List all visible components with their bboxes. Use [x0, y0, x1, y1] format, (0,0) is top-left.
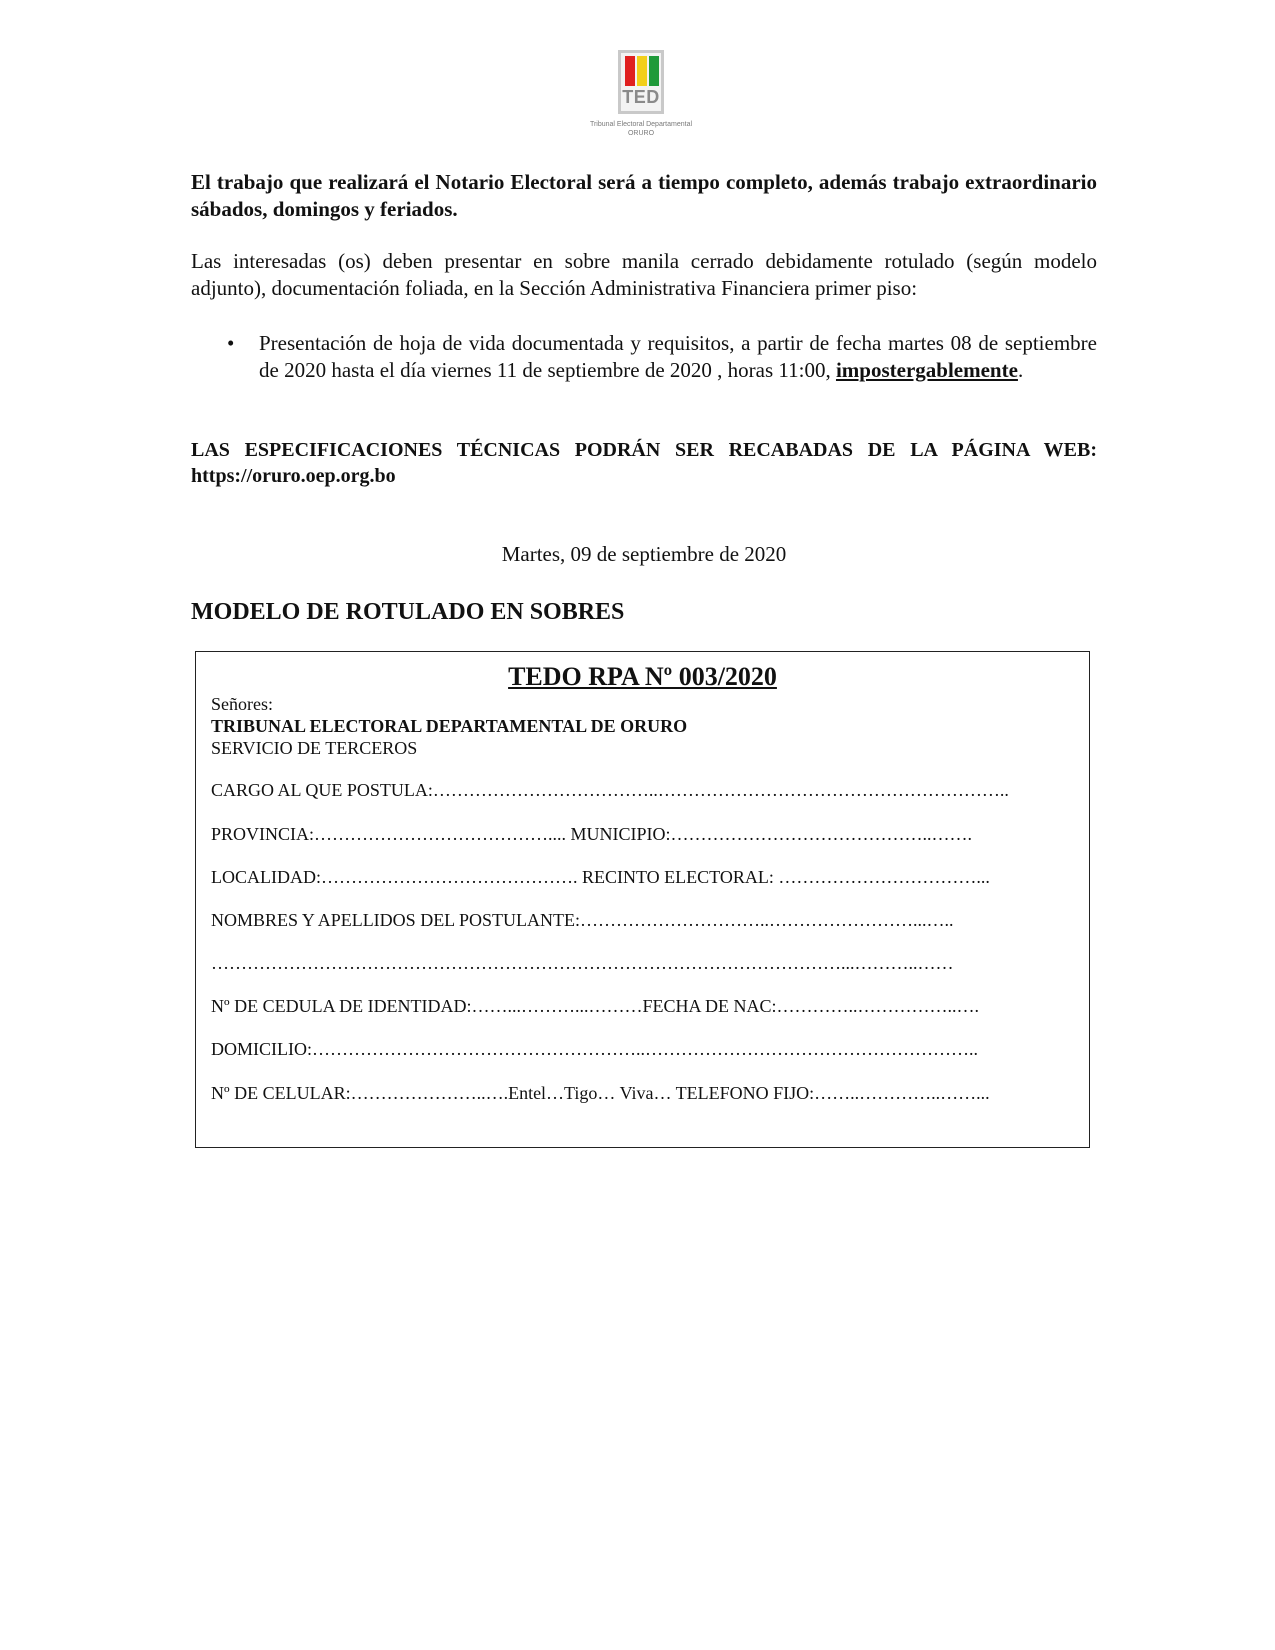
institution-name: TRIBUNAL ELECTORAL DEPARTAMENTAL DE ORURO: [211, 716, 688, 736]
service-name: SERVICIO DE TERCEROS: [211, 738, 418, 758]
section-heading: MODELO DE ROTULADO EN SOBRES: [191, 599, 625, 625]
ted-logo: [586, 48, 696, 144]
bullet-main-text: Presentación de hoja de vida documentada y requisitos, a partir de fecha martes 08 de septiembre de 2020 hasta el día viernes 11 de septiembre de 2020 , horas 11:00,: [259, 331, 1097, 382]
nombres-field: NOMBRES Y APELLIDOS DEL POSTULANTE:…………………………..……………………...…..: [211, 910, 954, 930]
provincia-municipio-field: PROVINCIA:………………………………….... MUNICIPIO:……………………………………..…….: [211, 824, 973, 844]
logo-red-bar: [625, 56, 635, 86]
cedula-fecha-field: Nº DE CEDULA DE IDENTIDAD:……...………...………FECHA DE NAC:…………..……………..….: [211, 996, 980, 1016]
celular-telefono-field: Nº DE CELULAR:…………………..….Entel…Tigo… Viva… TELEFONO FIJO:……..…………..……...: [211, 1083, 990, 1103]
form-title-text: TEDO RPA Nº 003/2020: [508, 662, 777, 691]
logo-subtitle-line1: Tribunal Electoral Departamental: [589, 121, 693, 128]
bullet-text: [259, 330, 1097, 384]
nombres-continuation-line: ……………………………………………………………………………………………...………..……: [211, 953, 954, 973]
localidad-recinto-field: LOCALIDAD:……………………………………. RECINTO ELECTORAL: ……………………………...: [211, 867, 990, 887]
bullet-emphasis: impostergablemente: [835, 358, 1018, 382]
logo-green-bar: [649, 56, 659, 86]
logo-acronym: TED: [622, 87, 660, 107]
envelope-label-model: [195, 651, 1090, 1148]
specifications-notice: LAS ESPECIFICACIONES TÉCNICAS PODRÁN SER RECABADAS DE LA PÁGINA WEB: https://oruro.oep.org.bo: [191, 439, 1097, 487]
work-schedule-paragraph: El trabajo que realizará el Notario Electoral será a tiempo completo, además trabajo extraordinario sábados, domingos y feriados.: [191, 170, 1097, 221]
document-date: Martes, 09 de septiembre de 2020: [501, 542, 787, 566]
form-title: [196, 662, 1089, 692]
logo-subtitle: [586, 120, 696, 138]
logo-emblem: [618, 50, 664, 114]
cargo-field: CARGO AL QUE POSTULA:………………………………..…………………………………………………..: [211, 780, 1009, 800]
logo-yellow-bar: [637, 56, 647, 86]
logo-subtitle-line2: ORURO: [627, 130, 655, 137]
bullet-icon: •: [227, 331, 235, 355]
submission-deadline-bullet: [191, 330, 1097, 384]
submission-instructions-paragraph: Las interesadas (os) deben presentar en sobre manila cerrado debidamente rotulado (según modelo adjunto), documentación foliada, en la Sección Administrativa Financiera primer piso:: [191, 249, 1097, 300]
bullet-period: .: [1017, 358, 1024, 382]
domicilio-field: DOMICILIO:………………………………………………..………………………………………………..: [211, 1039, 978, 1059]
addressee-label: Señores:: [211, 694, 273, 714]
